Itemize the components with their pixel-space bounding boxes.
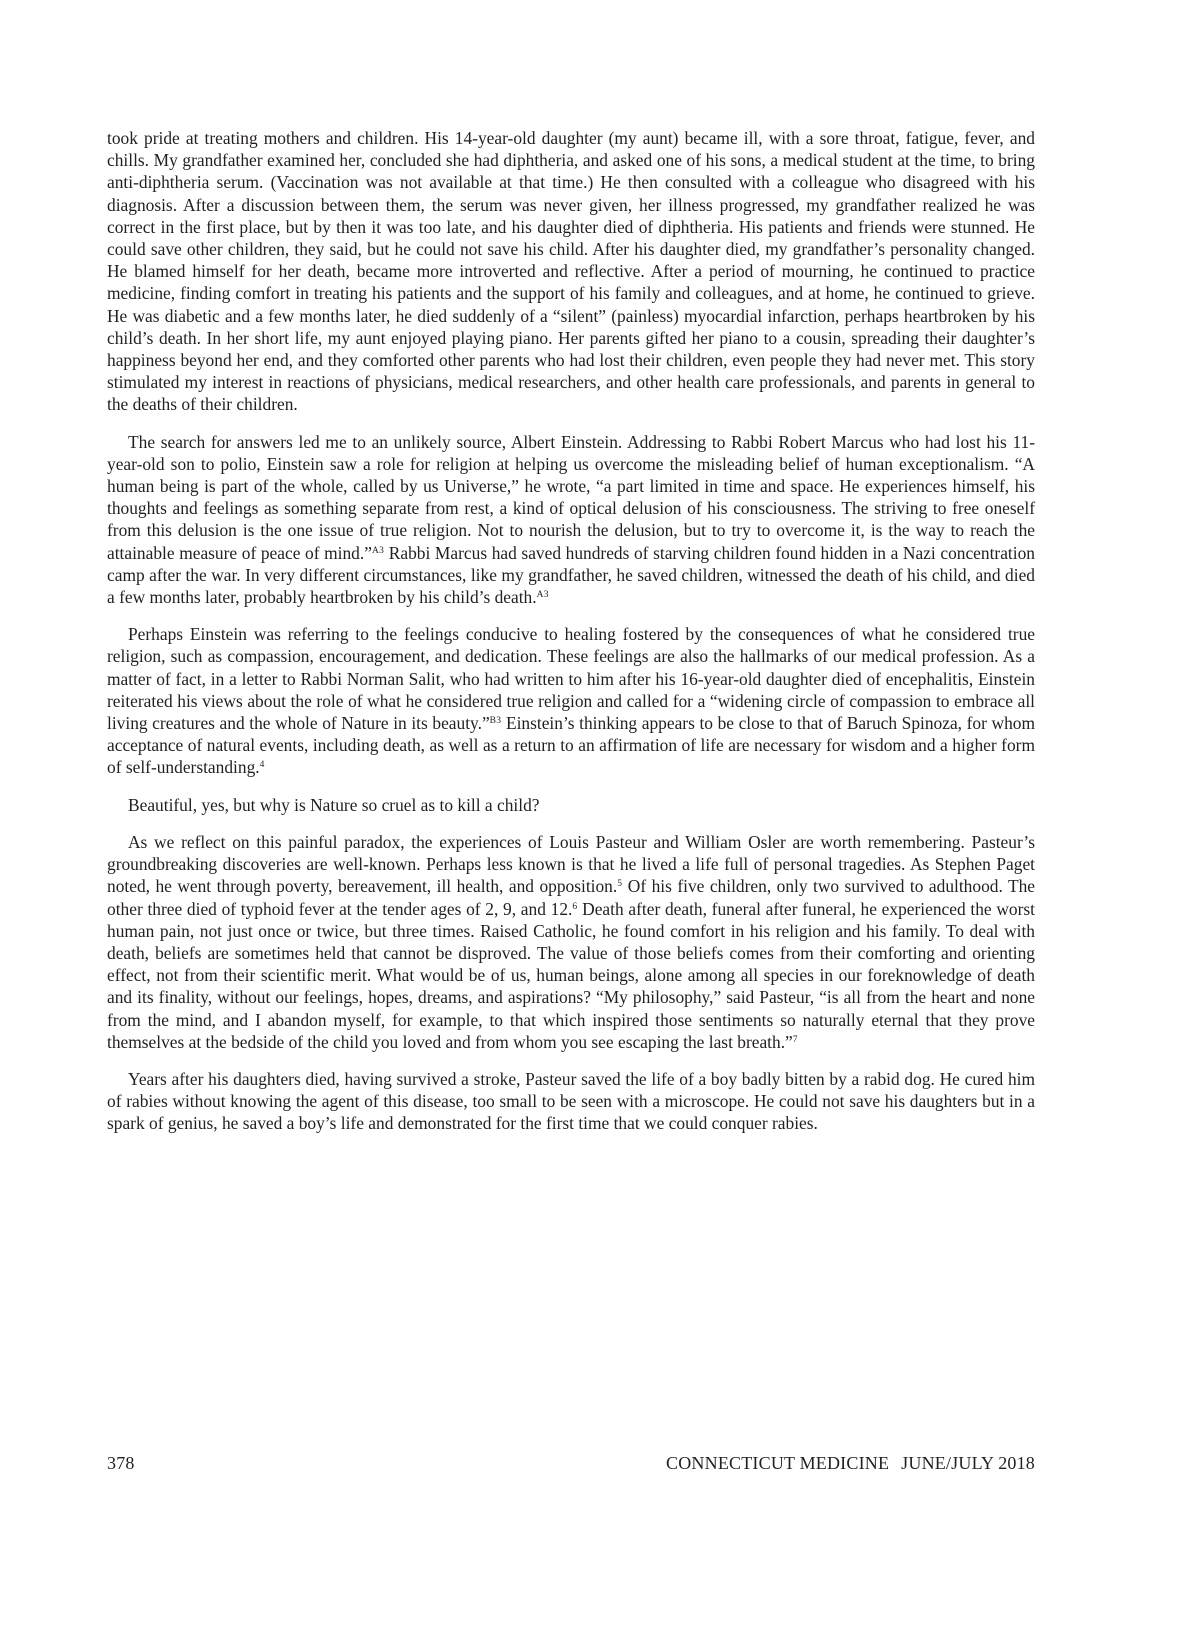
citation-marker: A3 (371, 545, 385, 556)
paragraph-text: Beautiful, yes, but why is Nature so cruel as to kill a child? (128, 794, 540, 815)
paragraph-text: Perhaps Einstein was referring to the feelings conducive to healing fostered by the consequences of what he considered true religion, such as compassion, encouragement, and dedication. These feelings are also the hallmarks of our medical profession. As a matter of fact, in a letter to Rabbi Norman Salit, who had written to him after his 16-year-old daughter died of encephalitis, Einstein reiterated his views about the role of what he considered true religion and called for a “widening circle of compassion to embrace all living creatures and the whole of Nature in its beauty.” (107, 624, 1035, 734)
article-body (107, 127, 1035, 1150)
paragraph-text: Years after his daughters died, having survived a stroke, Pasteur saved the life of a boy badly bitten by a rabid dog. He cured him of rabies without knowing the agent of this disease, too small to be seen with a microscope. He could not save his daughters but in a spark of genius, he saved a boy’s life and demonstrated for the first time that we could conquer rabies. (107, 1068, 1035, 1134)
paragraph-text: Death after death, funeral after funeral, he experienced the worst human pain, not just once or twice, but three times. Raised Catholic, he found comfort in his religion and his family. To deal with death, beliefs are sometimes held that cannot be disproved. The value of those beliefs comes from their comforting and orienting effect, not from their scientific merit. What would be of us, human beings, alone among all species in our foreknowledge of death and its finality, without our feelings, hopes, dreams, and aspirations? “My philosophy,” said Pasteur, “is all from the heart and none from the mind, and I abandon myself, for example, to that which inspired those sentiments so naturally eternal that they prove themselves at the bedside of the child you loved and from whom you see escaping the last breath.” (107, 898, 1035, 1052)
paragraph-text: Rabbi Marcus had saved hundreds of starving children found hidden in a Nazi concentration camp after the war. In very different circumstances, like my grandfather, he saved children, witnessed the death of his child, and died a few months later, probably heartbroken by his child’s death. (107, 542, 1035, 608)
paragraph-3 (107, 623, 1035, 778)
citation-marker: 5 (617, 879, 623, 890)
paragraph-text: Of his five children, only two survived to adulthood. The other three died of typhoid fever at the tender ages of 2, 9, and 12. (107, 876, 1035, 919)
paragraph-text: The search for answers led me to an unlikely source, Albert Einstein. Addressing to Rabbi Robert Marcus who had lost his 11-year-old son to polio, Einstein saw a role for religion at helping us overcome the misleading belief of human exceptionalism. “A human being is part of the whole, called by us Universe,” he wrote, “a part limited in time and space. He experiences himself, his thoughts and feelings as something separate from rest, a kind of optical delusion of his consciousness. The striving to free oneself from this delusion is the one issue of true religion. Not to nourish the delusion, but to try to overcome it, is the way to reach the attainable measure of peace of mind.” (107, 431, 1035, 563)
paragraph-1 (107, 127, 1035, 416)
paragraph-2 (107, 431, 1035, 609)
citation-marker: 7 (792, 1034, 798, 1045)
citation-marker: 4 (259, 760, 265, 771)
citation-marker: B3 (489, 716, 502, 727)
page-number: 378 (107, 1453, 135, 1473)
journal-title (666, 1453, 1035, 1474)
paragraph-text: As we reflect on this painful paradox, the experiences of Louis Pasteur and William Osler are worth remembering. Pasteur’s groundbreaking discoveries are well-known. Perhaps less known is that he lived a life full of personal tragedies. As Stephen Paget noted, he went through poverty, bereavement, ill health, and opposition. (107, 831, 1035, 897)
paragraph-5 (107, 831, 1035, 1053)
paragraph-6 (107, 1068, 1035, 1135)
journal-name: CONNECTICUT MEDICINE (666, 1453, 890, 1473)
paragraph-text: took pride at treating mothers and children. His 14-year-old daughter (my aunt) became ill, with a sore throat, fatigue, fever, and chills. My grandfather examined her, concluded she had diphtheria, and asked one of his sons, a medical student at the time, to bring anti-diphtheria serum. (Vaccination was not available at that time.) He then consulted with a colleague who disagreed with his diagnosis. After a discussion between them, the serum was never given, her illness progressed, my grandfather realized he was correct in the first place, but by then it was too late, and his daughter died of diphtheria. His patients and friends were stunned. He could save other children, they said, but he could not save his child. After his daughter died, my grandfather’s personality changed. He blamed himself for her death, became more introverted and reflective. After a period of mourning, he continued to practice medicine, finding comfort in treating his patients and the support of his family and colleagues, and at home, he continued to grieve. He was diabetic and a few months later, he died suddenly of a “silent” (painless) myocardial infarction, perhaps heartbroken by his child’s death. In her short life, my aunt enjoyed playing piano. Her parents gifted her piano to a cousin, spreading their daughter’s happiness beyond her end, and they comforted other parents who had lost their children, even people they had never met. This story stimulated my interest in reactions of physicians, medical researchers, and other health care professionals, and parents in general to the deaths of their children. (107, 128, 1035, 415)
citation-marker: A3 (536, 590, 549, 601)
paragraph-text: Einstein’s thinking appears to be close to that of Baruch Spinoza, for whom acceptance of natural events, including death, as well as a return to an affirmation of life are necessary for wisdom and a higher form of self-understanding. (107, 713, 1035, 778)
page-footer (107, 1453, 1035, 1477)
citation-marker: 6 (572, 901, 578, 912)
journal-issue: JUNE/JULY 2018 (901, 1453, 1035, 1473)
paragraph-4 (107, 794, 1035, 816)
